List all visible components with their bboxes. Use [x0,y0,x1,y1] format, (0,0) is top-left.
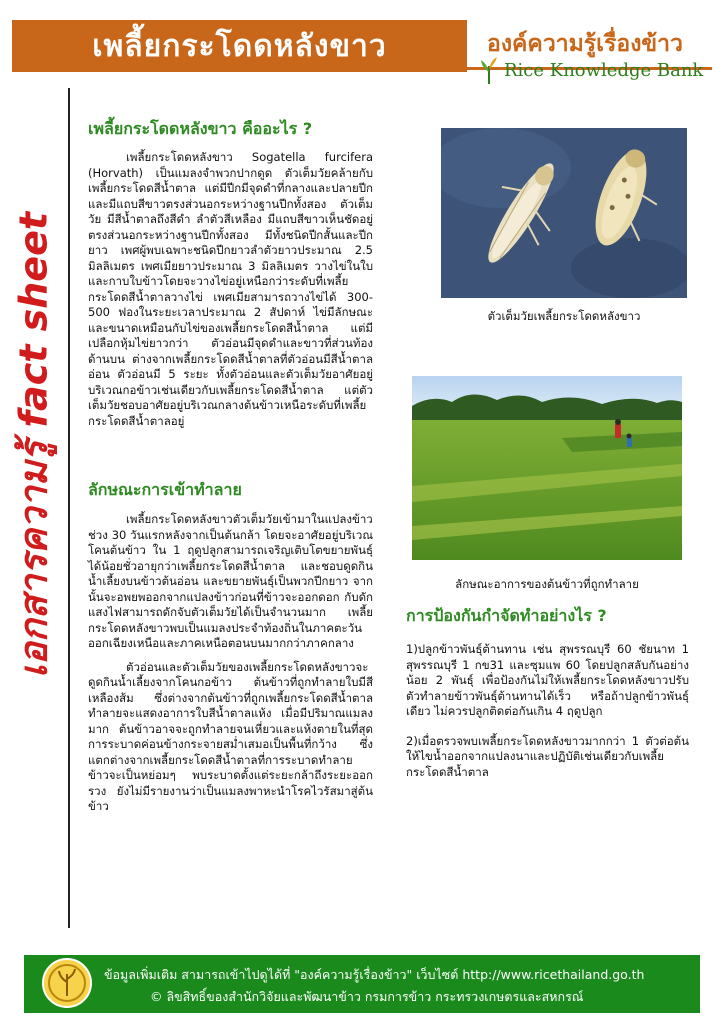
section-heading-prevention: การป้องกันกำจัดทำอย่างไร ? [406,606,607,625]
fact-sheet-vertical-label: เอกสารความรู้ fact sheet [11,211,56,679]
field-photo [412,376,682,560]
brand-thai-name: องค์ความรู้เรื่องข้าว [487,31,683,57]
prevention-item-1: 1)ปลูกข้าวพันธุ์ต้านทาน เช่น สุพรรณบุรี 60 ชัยนาท 1 สุพรรณบุรี 1 กข31 และซุมแพ 60 โดยปลูกสลับกันอย่างน้อย 2 พันธุ์ เพื่อป้องกันไม่ให้เพลี้ยกระโดดหลังขาวปรับตัวทำลายข้าวพันธุ์ต้านทานได้เร็ว หรือถ้าปลูกข้าวพันธุ์เดียว ไม่ควรปลูกติดต่อกันเกิน 4 ฤดูปลูก [406,642,689,718]
rice-department-seal-icon [42,958,92,1008]
planthopper-adults-image [441,128,687,298]
sidebar-divider [68,88,70,928]
section-body-damage [88,512,373,815]
section-body-what-is [88,150,373,429]
damage-paragraph-2: ตัวอ่อนและตัวเต็มวัยของเพลี้ยกระโดดหลังขาวจะดูดกินน้ำเลี้ยงจากโคนกอข้าว ต้นข้าวที่ถูกทำลายใบมีสีเหลืองส้ม ซึ่งต่างจากต้นข้าวที่ถูกเพลี้ยกระโดดสีน้ำตาลทำลายจะแสดงอาการใบสีน้ำตาลแห้ง เมื่อมีปริมาณแมลงมาก ต้นข้าวอาจจะถูกทำลายจนเหี่ยวและแห้งตายในที่สุด การระบาดค่อนข้างกระจายสม่ำเสมอเป็นพื้นที่กว้าง ซึ่งแตกต่างจากเพลี้ยกระโดดสีน้ำตาลที่การระบาดทำลายข้าวจะเป็นหย่อมๆ พบระบาดตั้งแต่ระยะกล้าถึงระยะออกรวง ยังไม่มีรายงานว่าเป็นแมลงพาหะนำโรคไวรัสมาสู่ต้นข้าว [88,659,373,813]
section-heading-what-is: เพลี้ยกระโดดหลังขาว คืออะไร ? [88,119,313,138]
footer-copyright-text: © ลิขสิทธิ์ของสำนักวิจัยและพัฒนาข้าว กรมการข้าว กระทรวงเกษตรและสหกรณ์ [150,989,584,1004]
section-heading-damage: ลักษณะการเข้าทำลาย [88,480,242,499]
page-title: เพลี้ยกระโดดหลังขาว [92,28,387,64]
footer-info-text: ข้อมูลเพิ่มเติม สามารถเข้าไปดูได้ที่ "องค์ความรู้เรื่องข้าว" เว็บไซต์ http://www.ricethailand.go.th [104,967,645,982]
prevention-item-2: 2)เมื่อตรวจพบเพลี้ยกระโดดหลังขาวมากกว่า 1 ตัวต่อต้นให้ไขน้ำออกจากแปลงนาและปฏิบัติเช่นเดียวกับเพลี้ยกระโดดสีน้ำตาล [406,733,689,779]
rice-plant-logo-icon [478,56,500,84]
sidebar-label-container [0,100,66,790]
damage-paragraph-1: เพลี้ยกระโดดหลังขาวตัวเต็มวัยเข้ามาในแปลงข้าวช่วง 30 วันแรกหลังจากเป็นต้นกล้า โดยจะอาศัยอยู่บริเวณโคนต้นข้าว ใน 1 ฤดูปลูกสามารถเจริญเติบโตขยายพันธุ์ได้น้อยชั่วอายุกว่าเพลี้ยกระโดดสีน้ำตาล และชอบดูดกินน้ำเลี้ยงบนข้าวต้นอ่อน และขยายพันธุ์เป็นพวกปีกยาว จากนั้นจะอพยพออกจากแปลงข้าวก่อนที่ข้าวจะออกดอก กับดักแสงไฟสามารถดักจับตัวเต็มวัยได้เป็นจำนวนมาก เพลี้ยกระโดดหลังขาวพบเป็นแมลงประจำท้องถิ่นในภาคตะวันออกเฉียงเหนือและภาคเหนือตอนบนมากกว่าภาคกลาง [88,512,373,650]
insect-photo-caption: ตัวเต็มวัยเพลี้ยกระโดดหลังขาว [487,309,641,323]
field-photo-caption: ลักษณะอาการของต้นข้าวที่ถูกทำลาย [455,577,639,591]
section-body-prevention [406,642,689,780]
brand-english-name: Rice Knowledge Bank [504,60,704,81]
insect-photo [441,128,687,298]
rice-field-image [412,376,682,560]
what-is-paragraph: เพลี้ยกระโดดหลังขาว Sogatella furcifera (Horvath) เป็นแมลงจำพวกปากดูด ตัวเต็มวัยคล้ายกับเพลี้ยกระโดดสีน้ำตาล แต่มีปีกมีจุดดำที่กลางและปลายปีก และมีแถบสีขาวตรงส่วนอกระหว่างฐานปีกทั้งสอง ตัวเต็มวัย มีสีน้ำตาลถึงสีดำ ลำตัวสีเหลือง มีแถบสีขาวเห็นชัดอยู่ตรงส่วนอกระหว่างฐานปีกทั้งสอง มีทั้งชนิดปีกสั้นและปีกยาว เพศผู้พบเฉพาะชนิดปีกยาวลำตัวยาวประมาณ 2.5 มิลลิเมตร เพศเมียยาวประมาณ 3 มิลลิเมตร วางไข่ในใบและกาบใบข้าวโดยจะวางไข่อยู่เหนือกว่าระดับที่เพลี้ยกระโดดสีน้ำตาลวางไข่ เพศเมียสามารถวางไข่ได้ 300-500 ฟองในระยะเวลาประมาณ 2 สัปดาห์ ไข่มีลักษณะและขนาดเหมือนกับไข่ของเพลี้ยกระโดดสีน้ำตาล แต่มีเปลือกหุ้มไข่ยาวกว่า ตัวอ่อนมีจุดดำและขาวที่ส่วนท้องด้านบน ต่างจากเพลี้ยกระโดดสีน้ำตาลที่ตัวอ่อนมีสีน้ำตาลอ่อน ตัวอ่อนมี 5 ระยะ ทั้งตัวอ่อนและตัวเต็มวัยอาศัยอยู่บริเวณกอข้าวเช่นเดียวกับเพลี้ยกระโดดสีน้ำตาล แต่ตัวเต็มวัยชอบอาศัยอยู่บริเวณกลางต้นข้าวเหนือระดับที่เพลี้ยกระโดดสีน้ำตาลอยู่ [88,150,373,428]
